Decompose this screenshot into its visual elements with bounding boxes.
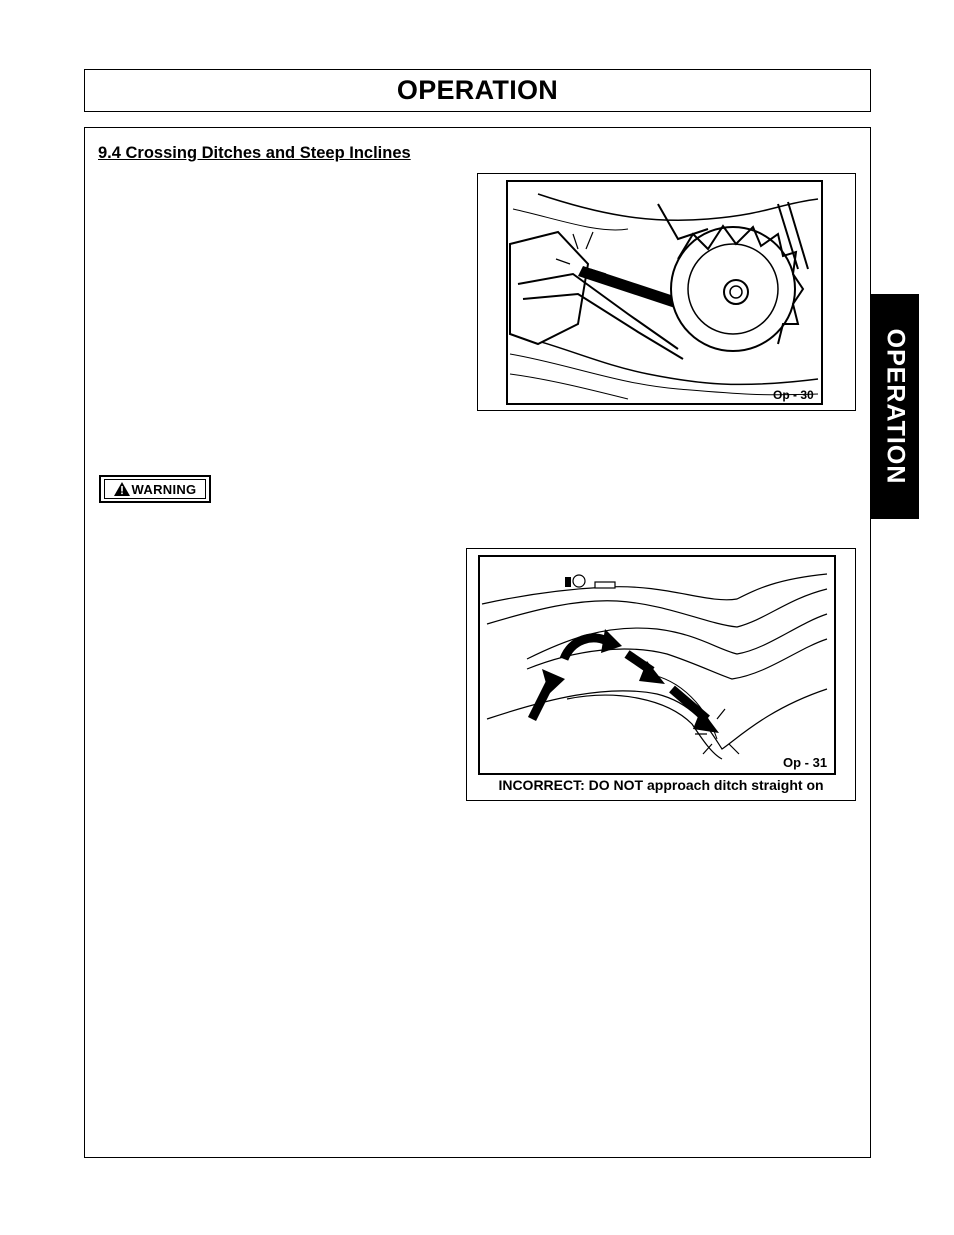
section-heading: 9.4 Crossing Ditches and Steep Inclines xyxy=(98,144,411,162)
warning-label: WARNING xyxy=(131,481,197,497)
figure-op-31 xyxy=(466,548,856,801)
figure-op-31-illustration xyxy=(467,549,855,777)
page-title: OPERATION xyxy=(396,75,559,105)
page-header xyxy=(84,69,871,112)
figure-op-31-label: Op - 31 xyxy=(783,755,828,770)
figure-op-30-illustration xyxy=(478,174,855,410)
side-tab-label: OPERATION xyxy=(881,328,910,485)
figure-op-31-caption: INCORRECT: DO NOT approach ditch straight on xyxy=(498,777,824,793)
warning-badge xyxy=(99,475,211,503)
warning-triangle-icon xyxy=(114,482,130,496)
side-tab xyxy=(870,294,919,519)
figure-op-30 xyxy=(477,173,856,411)
figure-op-30-label: Op - 30 xyxy=(773,388,814,402)
